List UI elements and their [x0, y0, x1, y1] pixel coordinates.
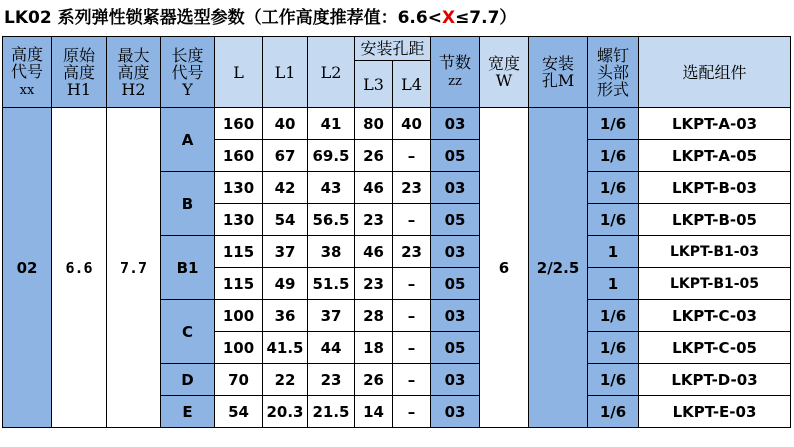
- cell-assembly: LKPT-B-05: [639, 204, 791, 236]
- cell-L: 130: [215, 204, 263, 236]
- cell-zz: 03: [431, 364, 480, 396]
- cell-L2: 37: [308, 300, 355, 332]
- cell-L3: 23: [355, 204, 393, 236]
- cell-L2: 51.5: [308, 268, 355, 300]
- header-L4: L4: [393, 61, 431, 108]
- cell-L: 130: [215, 172, 263, 204]
- header-L2: L2: [308, 37, 355, 108]
- cell-screw-head: 1: [588, 268, 639, 300]
- cell-zz: 05: [431, 140, 480, 172]
- cell-L2: 44: [308, 332, 355, 364]
- header-height-code: 高度 代号 xx: [3, 37, 52, 108]
- cell-L1: 41.5: [263, 332, 308, 364]
- cell-screw-head: 1/6: [588, 300, 639, 332]
- cell-L: 100: [215, 300, 263, 332]
- cell-L: 100: [215, 332, 263, 364]
- header-screw-head: 螺钉 头部 形式: [588, 37, 639, 108]
- cell-L4: –: [393, 140, 431, 172]
- spec-table: [2, 36, 791, 428]
- cell-L2: 21.5: [308, 396, 355, 428]
- cell-L1: 49: [263, 268, 308, 300]
- page-title: [4, 2, 516, 34]
- header-L: L: [215, 37, 263, 108]
- cell-L1: 54: [263, 204, 308, 236]
- cell-assembly: LKPT-B-03: [639, 172, 791, 204]
- cell-L2: 23: [308, 364, 355, 396]
- cell-assembly: LKPT-D-03: [639, 364, 791, 396]
- table-row: [3, 108, 791, 140]
- cell-L4: –: [393, 204, 431, 236]
- header-sections: 节数 zz: [431, 37, 480, 108]
- cell-height-code: 02: [3, 108, 52, 428]
- cell-L3: 18: [355, 332, 393, 364]
- cell-L4: –: [393, 396, 431, 428]
- cell-L1: 37: [263, 236, 308, 268]
- cell-L3: 28: [355, 300, 393, 332]
- cell-width: 6: [480, 108, 529, 428]
- cell-L3: 80: [355, 108, 393, 140]
- cell-assembly: LKPT-B1-03: [639, 236, 791, 268]
- cell-L: 160: [215, 140, 263, 172]
- cell-L: 70: [215, 364, 263, 396]
- cell-L1: 22: [263, 364, 308, 396]
- cell-screw-head: 1/6: [588, 204, 639, 236]
- header-L1: L1: [263, 37, 308, 108]
- cell-screw-head: 1/6: [588, 396, 639, 428]
- cell-length-code: E: [161, 396, 215, 428]
- header-mount-hole: 安装 孔M: [529, 37, 588, 108]
- title-suffix: ≤7.7）: [455, 8, 517, 28]
- cell-mount-hole: 2/2.5: [529, 108, 588, 428]
- cell-L3: 23: [355, 268, 393, 300]
- cell-L4: –: [393, 300, 431, 332]
- cell-L1: 36: [263, 300, 308, 332]
- cell-L1: 20.3: [263, 396, 308, 428]
- header-L3: L3: [355, 61, 393, 108]
- cell-zz: 03: [431, 300, 480, 332]
- cell-zz: 05: [431, 332, 480, 364]
- cell-L2: 38: [308, 236, 355, 268]
- cell-assembly: LKPT-E-03: [639, 396, 791, 428]
- cell-length-code: D: [161, 364, 215, 396]
- cell-L3: 46: [355, 172, 393, 204]
- cell-orig-height: 6.6: [52, 108, 107, 428]
- cell-L4: 23: [393, 172, 431, 204]
- cell-screw-head: 1/6: [588, 140, 639, 172]
- cell-L1: 42: [263, 172, 308, 204]
- cell-length-code: A: [161, 108, 215, 172]
- cell-screw-head: 1/6: [588, 108, 639, 140]
- cell-zz: 03: [431, 236, 480, 268]
- cell-L2: 69.5: [308, 140, 355, 172]
- cell-assembly: LKPT-C-05: [639, 332, 791, 364]
- cell-L4: 23: [393, 236, 431, 268]
- cell-assembly: LKPT-B1-05: [639, 268, 791, 300]
- cell-screw-head: 1/6: [588, 332, 639, 364]
- title-x-symbol: X: [441, 8, 456, 28]
- header-orig-height: 原始 高度 H1: [52, 37, 107, 108]
- header-max-height: 最大 高度 H2: [107, 37, 161, 108]
- cell-L: 115: [215, 268, 263, 300]
- header-length-code: 长度 代号 Y: [161, 37, 215, 108]
- cell-L: 115: [215, 236, 263, 268]
- cell-L: 54: [215, 396, 263, 428]
- cell-L3: 26: [355, 364, 393, 396]
- cell-L1: 67: [263, 140, 308, 172]
- cell-zz: 03: [431, 108, 480, 140]
- title-prefix: LK02 系列弹性锁紧器选型参数（工作高度推荐值：6.6<: [4, 8, 442, 28]
- cell-L3: 14: [355, 396, 393, 428]
- cell-L2: 41: [308, 108, 355, 140]
- cell-L1: 40: [263, 108, 308, 140]
- cell-L4: 40: [393, 108, 431, 140]
- cell-L2: 43: [308, 172, 355, 204]
- cell-zz: 05: [431, 204, 480, 236]
- cell-assembly: LKPT-A-05: [639, 140, 791, 172]
- cell-zz: 03: [431, 396, 480, 428]
- cell-L4: –: [393, 364, 431, 396]
- cell-zz: 05: [431, 268, 480, 300]
- cell-screw-head: 1/6: [588, 172, 639, 204]
- header-assembly: 选配组件: [639, 37, 791, 108]
- cell-L4: –: [393, 332, 431, 364]
- cell-assembly: LKPT-A-03: [639, 108, 791, 140]
- cell-L3: 46: [355, 236, 393, 268]
- header-width: 宽度 W: [480, 37, 529, 108]
- cell-length-code: B: [161, 172, 215, 236]
- cell-assembly: LKPT-C-03: [639, 300, 791, 332]
- cell-length-code: C: [161, 300, 215, 364]
- cell-L2: 56.5: [308, 204, 355, 236]
- cell-L: 160: [215, 108, 263, 140]
- header-hole-pitch: 安装孔距: [355, 37, 431, 61]
- cell-max-height: 7.7: [107, 108, 161, 428]
- cell-L4: –: [393, 268, 431, 300]
- cell-screw-head: 1: [588, 236, 639, 268]
- cell-length-code: B1: [161, 236, 215, 300]
- cell-L3: 26: [355, 140, 393, 172]
- cell-zz: 03: [431, 172, 480, 204]
- cell-screw-head: 1/6: [588, 364, 639, 396]
